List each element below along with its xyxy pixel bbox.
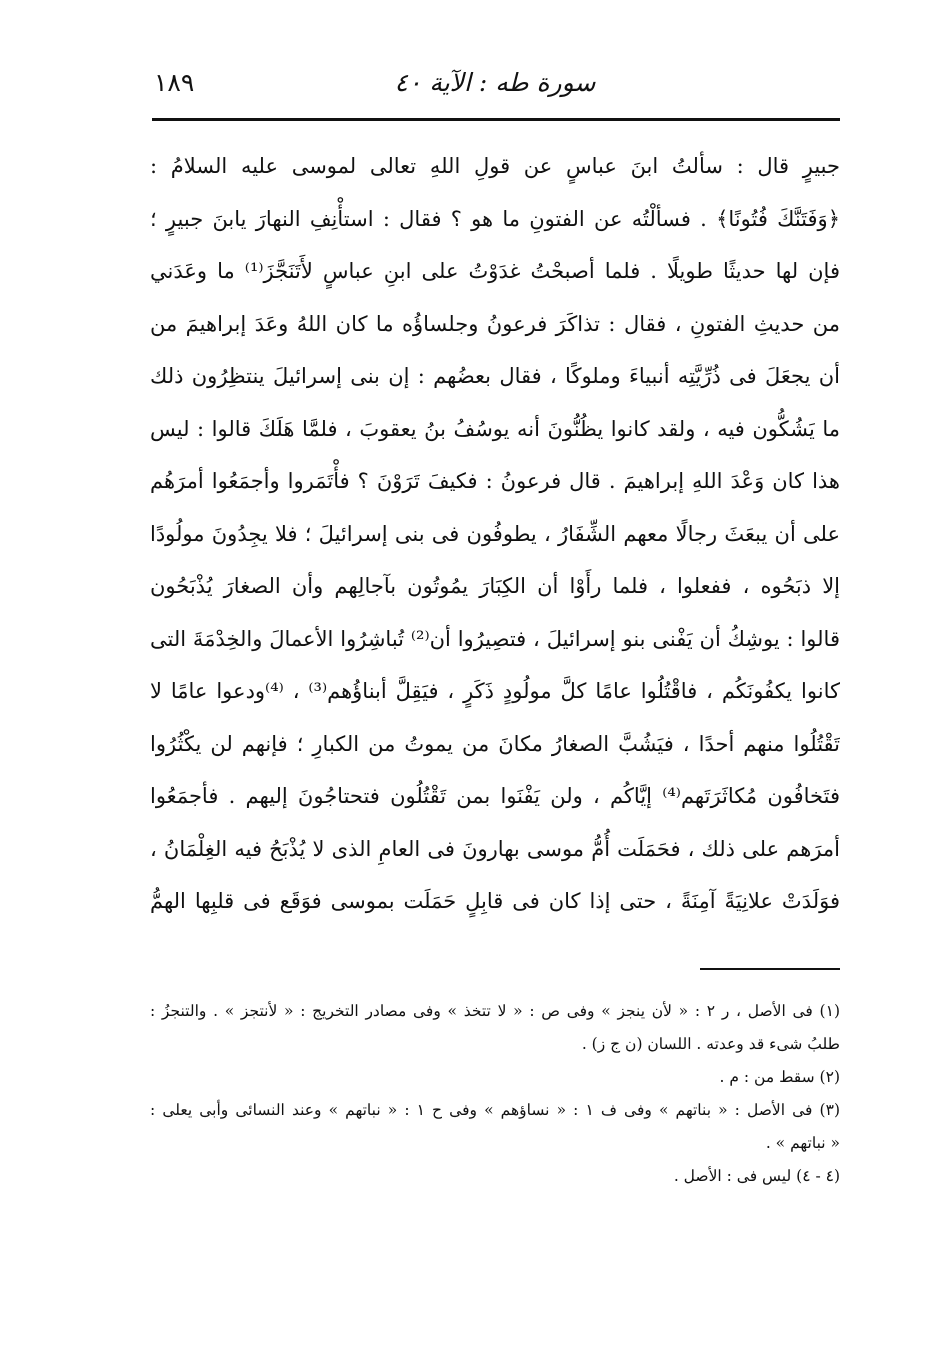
footnote-rule bbox=[700, 968, 840, 970]
text-line: ﴿وَفَتَنَّكَ فُتُونًا﴾ . فسألْتُه عن الفتونِ ما هو ؟ فقال : استأْنِفِ النهارَ يابنَ جبيرٍ ؛ bbox=[150, 206, 840, 231]
text-line: كانوا يكفُونَكُم ، فاقْتُلُوا عامًا كلَّ مولُودٍ ذَكَرٍ ، فيَقِلَّ أبناؤُهم⁽³⁾ ، ⁽⁴⁾ودعوا عامًا لا bbox=[150, 679, 840, 703]
footnote-line: (٤ - ٤) ليس فى : الأصل . bbox=[673, 1167, 840, 1185]
text-line: من حديثِ الفتونِ ، فقال : تذاكَرَ فرعونُ وجلساؤُه ما كان اللهُ وعَدَ إبراهيمَ من bbox=[150, 311, 840, 336]
text-line: جبيرٍ قال : سألتُ ابنَ عباسٍ عن قولِ اللهِ تعالى لموسى عليه السلامُ : bbox=[150, 154, 840, 178]
footnotes bbox=[150, 995, 840, 1193]
text-line: فإن لها حديثًا طويلًا . فلما أصبحْتُ غدَوْتُ على ابنِ عباسٍ لأَتَنَجَّزَ⁽¹⁾ ما وعَدَني bbox=[150, 259, 840, 283]
text-line: هذا كان وَعْدَ اللهِ إبراهيمَ . قال فرعونُ : فكيفَ تَرَوْنَ ؟ فأْتَمَروا وأجمَعُوا أمرَهُم bbox=[150, 469, 840, 493]
running-title: سورة طه : الآية ٤٠ bbox=[394, 68, 596, 97]
text-line: فوَلَدَتْ علانِيَةً آمِنَةً ، حتى إذا كان فى قابِلٍ حَمَلَت بموسى فوَقَع فى قلبِها الهمُّ bbox=[150, 889, 840, 913]
text-line: على أن يبعَثَ رجالًا معهم الشِّفَارُ ، يطوفُون فى بنى إسرائيلَ ؛ فلا يجِدُونَ مولُودًا bbox=[150, 521, 840, 546]
page-number: ١٨٩ bbox=[154, 68, 195, 97]
text-line: فتَخافُون مُكاثَرَتَهم⁽⁴⁾ إيَّاكُم ، ولن يَفْنَوا بمن تَقْتُلُون فتحتاجُونَ إليهم . فأجمَعُوا bbox=[150, 784, 840, 808]
footnote-line: (٢) سقط من : م . bbox=[719, 1068, 840, 1086]
text-line: أمرَهم على ذلك ، فحَمَلَت أُمُّ موسى بهارونَ فى العامِ الذى لا يُذْبَحُ فيه الغِلْمَانُ ، bbox=[150, 836, 840, 861]
text-line: أن يجعَلَ فى ذُرِّيَّتِه أنبياءَ وملوكًا ، فقال بعضُهم : إن بنى إسرائيلَ ينتظِرُون ذلك bbox=[150, 364, 840, 388]
page-header bbox=[150, 62, 840, 106]
footnote-line: طلبُ شىء قد وعدته . اللسان (ن ج ز) . bbox=[581, 1035, 840, 1053]
text-line: ما يَشُكُّون فيه ، ولقد كانوا يظُنُّونَ أنه يوسُفُ بنُ يعقوبَ ، فلمَّا هَلَكَ قالوا : ليس bbox=[150, 416, 840, 441]
footnote-line: « نباتهم » . bbox=[765, 1134, 840, 1152]
text-line: إلا ذبَحُوه ، ففعلوا ، فلما رأَوْا أن الكِبَارَ يمُوتُون بآجالِهم وأن الصغارَ يُذْبَحُون bbox=[150, 574, 840, 598]
footnote-line: (١) فى الأصل ، ر ٢ : « لأن ينجز » وفى ص : « لا تتخذ » وفى مصادر التخريج : « لأنتجز » . والتنجزُ : bbox=[150, 1002, 840, 1020]
main-text bbox=[150, 140, 840, 928]
header-rule bbox=[152, 118, 840, 121]
text-line: تَقْتُلُوا منهم أحدًا ، فيَشُبَّ الصغارُ مكانَ من يموتُ من الكبارِ ؛ فإنهم لن يكْثُرُوا bbox=[150, 731, 840, 756]
footnote-line: (٣) فى الأصل : « بناتهم » وفى ف ١ : « نساؤهم » وفى ح ١ : « نباتهم » وعند النسائى وأبى يعلى : bbox=[150, 1101, 840, 1119]
text-line: قالوا : يوشِكُ أن يَفْنى بنو إسرائيلَ ، فتصِيرُوا أن⁽²⁾ تُباشِرُوا الأعمالَ والخِدْمَةَ التى bbox=[150, 626, 840, 651]
